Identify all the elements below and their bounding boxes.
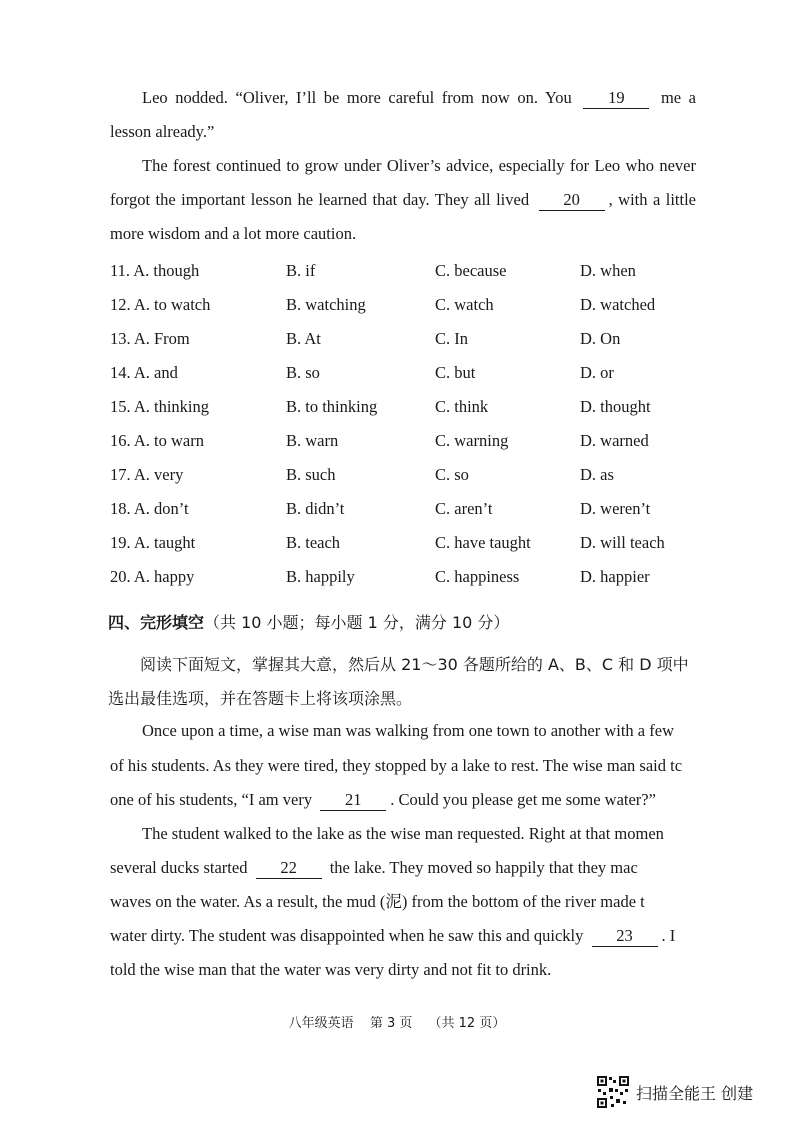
option-b: B. so: [286, 363, 320, 382]
option-row: [110, 529, 750, 563]
option-d: D. when: [580, 261, 636, 280]
scanner-watermark: 扫描全能王 创建: [596, 1075, 753, 1109]
option-a: [110, 431, 204, 451]
option-row: [110, 495, 750, 529]
option-b: B. to thinking: [286, 397, 378, 416]
option-d: D. weren’t: [580, 499, 651, 518]
question-number: 15.: [110, 397, 131, 416]
blank-23: 23: [592, 926, 658, 947]
passage2-line: waves on the water. As a result, the mud (泥) from the bottom of the river made t: [110, 892, 645, 911]
option-b: B. At: [286, 329, 321, 348]
passage2-line: The student walked to the lake as the wise man requested. Right at that momen: [142, 824, 664, 843]
option-row: [110, 461, 750, 495]
option-b: B. if: [286, 261, 316, 280]
option-c: C. think: [435, 397, 489, 416]
option-text: A. don’t: [133, 499, 189, 518]
option-row: [110, 257, 750, 291]
question-number: 14.: [110, 363, 131, 382]
option-a: [110, 499, 189, 519]
section-heading: 四、完形填空（共 10 小题；每小题 1 分，满分 10 分）: [108, 613, 510, 632]
passage2-line: several ducks started 22 the lake. They moved so happily that they mac: [110, 858, 638, 877]
option-text: A. to warn: [133, 431, 204, 450]
option-d: D. or: [580, 363, 614, 382]
option-a: [110, 397, 209, 417]
blank-21: 21: [320, 790, 386, 811]
option-row: [110, 325, 750, 359]
option-d: D. warned: [580, 431, 649, 450]
blank-22: 22: [256, 858, 322, 879]
option-c: C. In: [435, 329, 468, 348]
passage-paragraph-19: Leo nodded. “Oliver, I’ll be more careful from now on. You 19 me a lesson already.”: [110, 88, 696, 141]
option-c: C. happiness: [435, 567, 520, 586]
option-c: C. aren’t: [435, 499, 493, 518]
passage2-line: one of his students, “I am very 21 . Could you please get me some water?”: [110, 790, 656, 809]
option-row: [110, 393, 750, 427]
passage2-line: Once upon a time, a wise man was walking from one town to another with a few: [142, 721, 674, 740]
question-number: 12.: [110, 295, 131, 314]
option-c: C. have taught: [435, 533, 531, 552]
option-d: D. happier: [580, 567, 650, 586]
option-c: C. warning: [435, 431, 509, 450]
option-a: [110, 533, 195, 553]
option-d: D. watched: [580, 295, 656, 314]
qr-code-icon: [596, 1075, 630, 1109]
page-footer: 八年级英语 第 3 页 （共 12 页）: [288, 1016, 506, 1031]
option-a: [110, 295, 210, 315]
option-b: B. warn: [286, 431, 339, 450]
option-d: D. On: [580, 329, 621, 348]
option-c: C. but: [435, 363, 476, 382]
option-b: B. happily: [286, 567, 355, 586]
question-number: 17.: [110, 465, 131, 484]
option-row: [110, 291, 750, 325]
option-c: C. watch: [435, 295, 494, 314]
option-a: [110, 363, 178, 383]
option-b: B. watching: [286, 295, 366, 314]
option-text: A. happy: [133, 567, 195, 586]
question-number: 20.: [110, 567, 131, 586]
question-number: 13.: [110, 329, 131, 348]
question-number: 18.: [110, 499, 131, 518]
option-d: D. will teach: [580, 533, 665, 552]
question-number: 11.: [110, 261, 131, 280]
question-number: 19.: [110, 533, 131, 552]
option-d: D. thought: [580, 397, 651, 416]
passage2-line: told the wise man that the water was very dirty and not fit to drink.: [110, 960, 552, 979]
blank-20: 20: [539, 190, 605, 211]
option-text: A. very: [133, 465, 184, 484]
option-row: [110, 359, 750, 393]
section-instructions: 阅读下面短文，掌握其大意，然后从 21～30 各题所给的 A、B、C 和 D 项中 选出最佳选项，并在答题卡上将该项涂黑。: [108, 655, 689, 708]
option-c: C. so: [435, 465, 469, 484]
option-text: A. and: [133, 363, 178, 382]
question-number: 16.: [110, 431, 131, 450]
option-text: A. From: [133, 329, 190, 348]
option-row: [110, 563, 750, 597]
passage2-line: of his students. As they were tired, they stopped by a lake to rest. The wise man said tc: [110, 756, 683, 775]
option-a: [110, 465, 183, 485]
option-b: B. didn’t: [286, 499, 345, 518]
option-a: [110, 261, 199, 281]
option-d: D. as: [580, 465, 614, 484]
passage-paragraph-20: The forest continued to grow under Oliver’s advice, especially for Leo who never forgot the important lesson he learned that day. They all lived 20 , with a little more wisdom and a lot more caution.: [110, 156, 697, 243]
option-a: [110, 567, 194, 587]
passage2-line: water dirty. The student was disappointed when he saw this and quickly 23 . I: [110, 926, 676, 945]
option-text: A. to watch: [133, 295, 211, 314]
option-text: A. though: [133, 261, 200, 280]
option-b: B. such: [286, 465, 336, 484]
option-text: A. taught: [133, 533, 196, 552]
option-row: [110, 427, 750, 461]
option-b: B. teach: [286, 533, 341, 552]
blank-19: 19: [583, 88, 649, 109]
option-text: A. thinking: [133, 397, 210, 416]
option-a: [110, 329, 190, 349]
option-c: C. because: [435, 261, 507, 280]
answer-options: [110, 257, 750, 597]
